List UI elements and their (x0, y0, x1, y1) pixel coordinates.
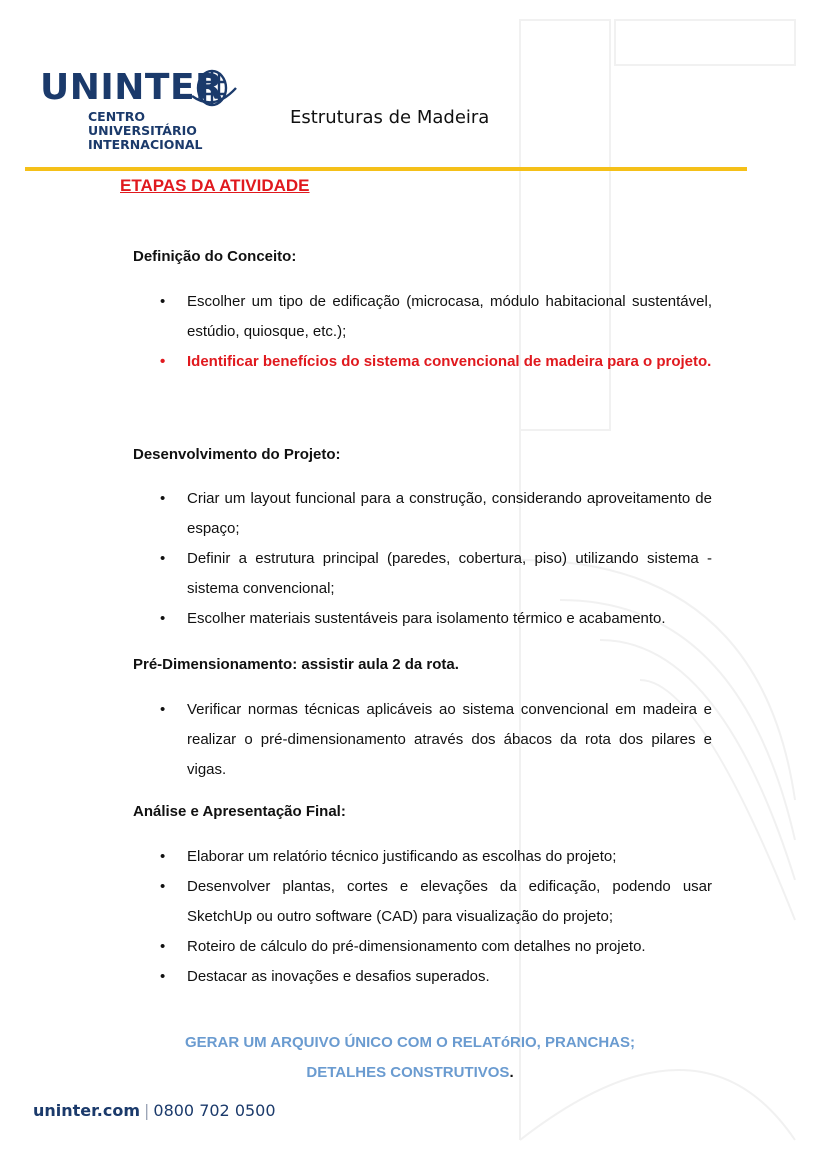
final-note-period: . (509, 1064, 514, 1081)
list-item: • Definir a estrutura principal (paredes, cobertura, piso) utilizando sistema - sistema convencional; (160, 544, 712, 604)
footer-phone: 0800 702 0500 (153, 1101, 276, 1120)
final-note-line-2 (110, 1058, 710, 1088)
list-item: • Criar um layout funcional para a construção, considerando aproveitamento de espaço; (160, 484, 712, 544)
logo-line-1: CENTRO (88, 109, 145, 124)
footer-separator: | (144, 1101, 150, 1120)
list-item: • Destacar as inovações e desafios superados. (160, 962, 712, 992)
footer (33, 1101, 276, 1120)
list-pre-dimensionamento (160, 695, 712, 785)
list-item: • Desenvolver plantas, cortes e elevações da edificação, podendo usar SketchUp ou outro software (CAD) para visualização do projeto; (160, 872, 712, 932)
uninter-logo (40, 67, 224, 152)
subheading-desenvolvimento: Desenvolvimento do Projeto: (133, 446, 341, 463)
final-note (110, 1028, 710, 1088)
logo-line-3: INTERNACIONAL (88, 137, 203, 152)
list-item: • Elaborar um relatório técnico justificando as escolhas do projeto; (160, 842, 712, 872)
list-item: • Verificar normas técnicas aplicáveis ao sistema convencional em madeira e realizar o pré-dimensionamento através dos ábacos da rota dos pilares e vigas. (160, 695, 712, 785)
final-note-line-1: GERAR UM ARQUIVO ÚNICO COM O RELATóRIO, PRANCHAS; (185, 1034, 635, 1051)
list-definicao (160, 287, 712, 377)
subheading-analise: Análise e Apresentação Final: (133, 803, 346, 820)
list-desenvolvimento (160, 484, 712, 634)
subheading-pre-dimensionamento: Pré-Dimensionamento: assistir aula 2 da rota. (133, 656, 459, 673)
logo-brand-text: UNINTER (40, 67, 224, 108)
globe-icon (190, 66, 238, 110)
list-item: • Roteiro de cálculo do pré-dimensionamento com detalhes no projeto. (160, 932, 712, 962)
section-title: ETAPAS DA ATIVIDADE (120, 176, 310, 195)
list-item: • Escolher um tipo de edificação (microcasa, módulo habitacional sustentável, estúdio, quiosque, etc.); (160, 287, 712, 347)
document-title: Estruturas de Madeira (290, 107, 490, 128)
list-item: • Escolher materiais sustentáveis para isolamento térmico e acabamento. (160, 604, 712, 634)
footer-website: uninter.com (33, 1101, 140, 1120)
header-divider (25, 167, 747, 171)
final-note-line-2-text: DETALHES CONSTRUTIVOS (306, 1064, 510, 1081)
logo-line-2: UNIVERSITÁRIO (88, 123, 197, 138)
list-analise (160, 842, 712, 992)
list-item-highlighted: • Identificar benefícios do sistema convencional de madeira para o projeto. (160, 347, 712, 377)
subheading-definicao: Definição do Conceito: (133, 248, 297, 265)
